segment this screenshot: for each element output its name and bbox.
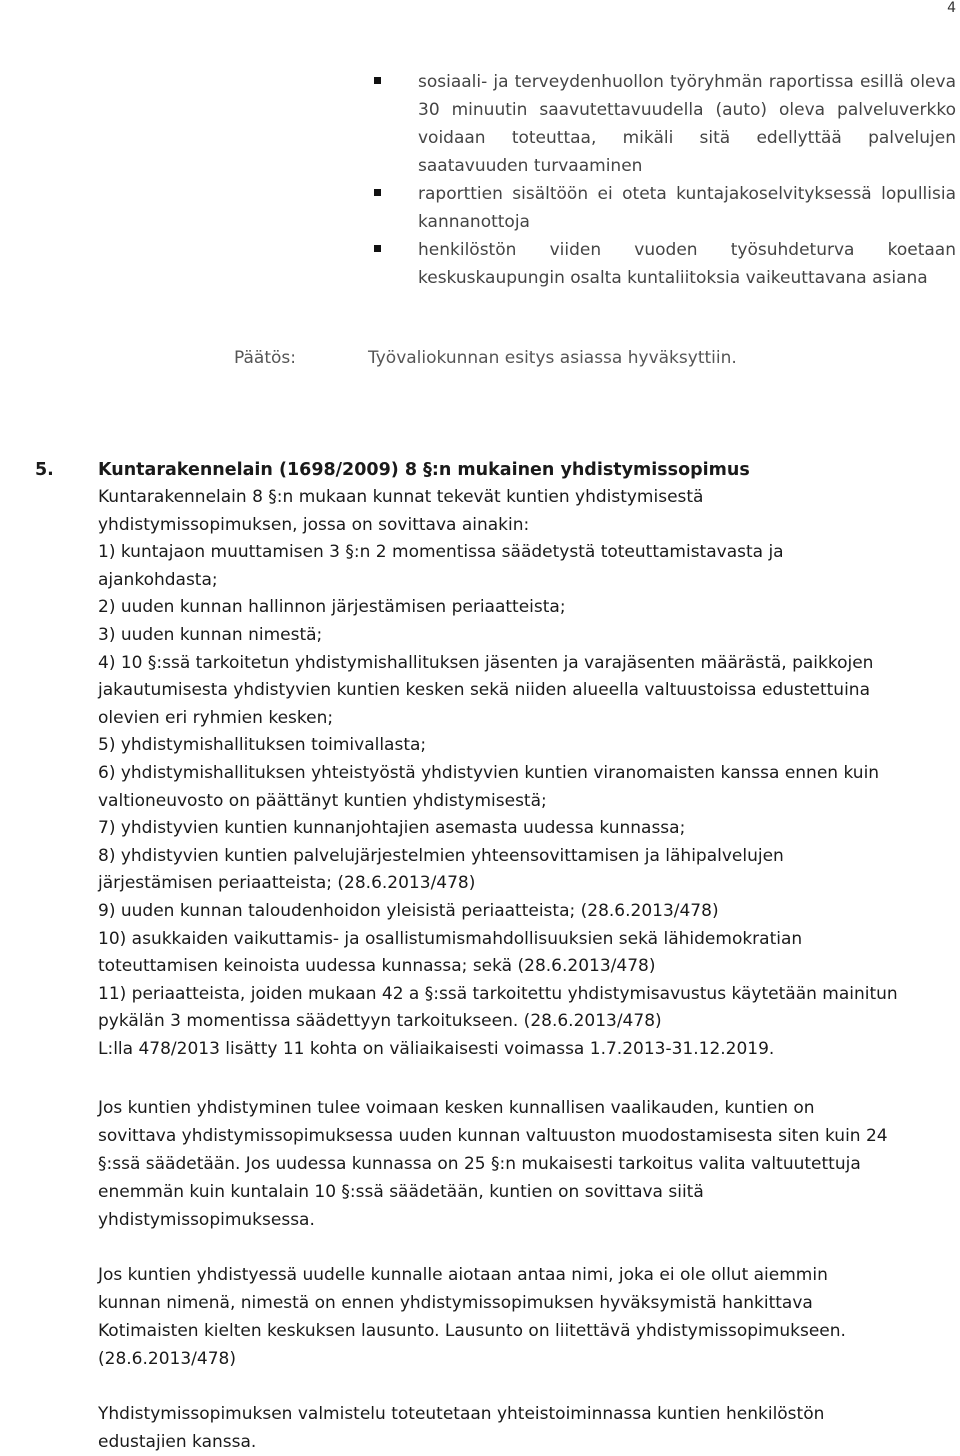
- bullet-item: [374, 236, 956, 292]
- section-line: 7) yhdistyvien kuntien kunnanjohtajien asemasta uudessa kunnassa;: [98, 818, 686, 839]
- square-bullet-icon: [374, 245, 381, 252]
- paragraph-line: §:ssä säädetään. Jos uudessa kunnassa on 25 §:n mukaisesti tarkoitus valita valtuutettuja: [98, 1154, 861, 1174]
- decision-label: Päätös:: [234, 348, 296, 368]
- paragraph-line: Yhdistymissopimuksen valmistelu toteutetaan yhteistoiminnassa kuntien henkilöstön: [98, 1404, 825, 1424]
- page-number: 4: [947, 0, 956, 16]
- paragraph-line: Kotimaisten kielten keskuksen lausunto. Lausunto on liitettävä yhdistymissopimukseen.: [98, 1321, 846, 1341]
- decision-text: Työvaliokunnan esitys asiassa hyväksyttiin.: [368, 348, 737, 368]
- section-number: 5.: [35, 460, 54, 480]
- section-line: L:lla 478/2013 lisätty 11 kohta on väliaikaisesti voimassa 1.7.2013-31.12.2019.: [98, 1038, 775, 1059]
- section-line: 6) yhdistymishallituksen yhteistyöstä yhdistyvien kuntien viranomaisten kanssa ennen kuin: [98, 762, 880, 783]
- paragraph-line: yhdistymissopimuksessa.: [98, 1210, 315, 1230]
- section-line: 2) uuden kunnan hallinnon järjestämisen periaatteista;: [98, 597, 566, 618]
- paragraph-line: edustajien kanssa.: [98, 1432, 257, 1452]
- section-line: 9) uuden kunnan taloudenhoidon yleisistä periaatteista; (28.6.2013/478): [98, 900, 719, 921]
- section-line: 1) kuntajaon muuttamisen 3 §:n 2 momentissa säädetystä toteuttamistavasta ja: [98, 542, 784, 563]
- section-line: 4) 10 §:ssä tarkoitetun yhdistymishallituksen jäsenten ja varajäsenten määrästä, paikkojen: [98, 652, 874, 673]
- bullet-text: raporttien sisältöön ei oteta kuntajakoselvityksessä lopullisia kannanottoja: [418, 184, 956, 232]
- paragraph-preparation: [98, 1400, 958, 1456]
- section-line: pykälän 3 momentissa säädettyyn tarkoitukseen. (28.6.2013/478): [98, 1011, 662, 1032]
- bullet-text: sosiaali- ja terveydenhuollon työryhmän raportissa esillä oleva 30 minuutin saavutettavuudella (auto) oleva palveluverkko voidaan toteuttaa, mikäli sitä edellyttää palvelujen saatavuuden turvaaminen: [418, 72, 956, 176]
- section-line: yhdistymissopimuksen, jossa on sovittava ainakin:: [98, 514, 530, 535]
- section-line: 10) asukkaiden vaikuttamis- ja osallistumismahdollisuuksien sekä lähidemokratian: [98, 928, 803, 949]
- section-line: valtioneuvosto on päättänyt kuntien yhdistymisestä;: [98, 790, 547, 811]
- section-line: 3) uuden kunnan nimestä;: [98, 624, 323, 645]
- square-bullet-icon: [374, 189, 381, 196]
- section-title: Kuntarakennelain (1698/2009) 8 §:n mukainen yhdistymissopimus: [98, 460, 750, 480]
- paragraph-line: sovittava yhdistymissopimuksessa uuden kunnan valtuuston muodostamisesta siten kuin 24: [98, 1126, 888, 1146]
- paragraph-municipality-name: [98, 1261, 958, 1373]
- section-line: toteuttamisen keinoista uudessa kunnassa; sekä (28.6.2013/478): [98, 956, 656, 977]
- bullet-item: [374, 68, 956, 180]
- bullet-text: henkilöstön viiden vuoden työsuhdeturva koetaan keskuskaupungin osalta kuntaliitoksia vaikeuttavana asiana: [418, 240, 956, 288]
- section-line: olevien eri ryhmien kesken;: [98, 707, 334, 728]
- section-line: jakautumisesta yhdistyvien kuntien kesken sekä niiden alueella valtuustoissa edustettuina: [98, 680, 870, 701]
- section-line: 11) periaatteista, joiden mukaan 42 a §:ssä tarkoitettu yhdistymisavustus käytetään mainitun: [98, 983, 898, 1004]
- paragraph-line: kunnan nimenä, nimestä on ennen yhdistymissopimuksen hyväksymistä hankittava: [98, 1293, 813, 1313]
- section-line: 8) yhdistyvien kuntien palvelujärjestelmien yhteensovittamisen ja lähipalvelujen: [98, 845, 784, 866]
- section-line: järjestämisen periaatteista; (28.6.2013/478): [98, 873, 476, 894]
- bullet-item: [374, 180, 956, 236]
- paragraph-line: Jos kuntien yhdistyminen tulee voimaan kesken kunnallisen vaalikauden, kuntien on: [98, 1098, 815, 1118]
- section-heading: [35, 456, 935, 484]
- square-bullet-icon: [374, 77, 381, 84]
- paragraph-line: Jos kuntien yhdistyessä uudelle kunnalle aiotaan antaa nimi, joka ei ole ollut aiemmin: [98, 1265, 828, 1285]
- section-line: Kuntarakennelain 8 §:n mukaan kunnat tekevät kuntien yhdistymisestä: [98, 487, 704, 507]
- section-line: 5) yhdistymishallituksen toimivallasta;: [98, 735, 427, 756]
- section-body: [98, 484, 958, 1063]
- paragraph-line: enemmän kuin kuntalain 10 §:ssä säädetään, kuntien on sovittava siitä: [98, 1182, 704, 1202]
- paragraph-line: (28.6.2013/478): [98, 1349, 236, 1369]
- section-line: ajankohdasta;: [98, 569, 218, 590]
- paragraph-council-formation: [98, 1094, 958, 1234]
- bullet-list: [374, 68, 956, 292]
